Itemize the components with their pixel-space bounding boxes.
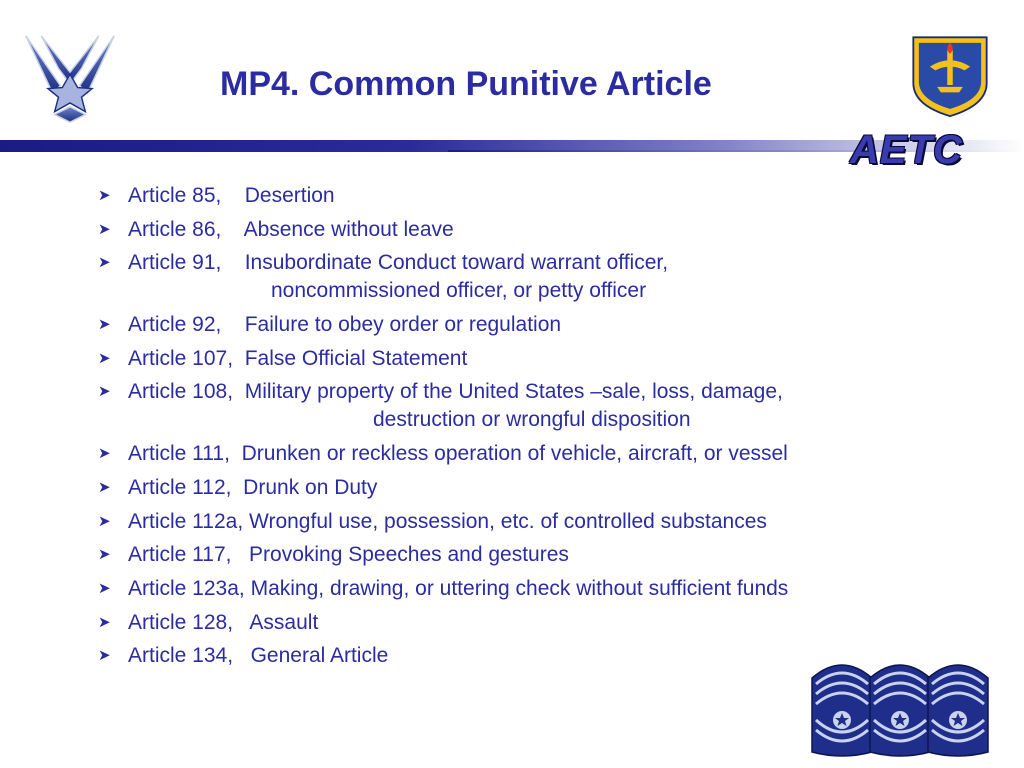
arrow-bullet-icon: ➤ [98, 647, 111, 665]
article-label: Article 112a, [128, 509, 244, 533]
article-description: Failure to obey order or regulation [244, 313, 562, 337]
article-label: Article 108, [128, 380, 234, 404]
article-label: Article 107, [128, 346, 234, 370]
article-description: Wrongful use, possession, etc. of controlled substances [249, 509, 767, 533]
list-item-article-112 [96, 474, 996, 502]
article-list [96, 182, 996, 676]
arrow-bullet-icon: ➤ [98, 445, 111, 463]
article-label: Article 128, [128, 610, 234, 634]
article-description: Assault [249, 610, 319, 634]
article-label: Article 85, [128, 184, 222, 207]
list-item-article-128 [96, 609, 996, 637]
arrow-bullet-icon: ➤ [98, 579, 111, 597]
article-description-continued: noncommissioned officer, or petty officer [271, 279, 647, 303]
arrow-bullet-icon: ➤ [98, 254, 111, 272]
article-description: Military property of the United States –sale, loss, damage, [244, 380, 783, 404]
article-description: Drunk on Duty [243, 475, 378, 499]
air-force-wings-emblem-icon [22, 30, 118, 126]
arrow-bullet-icon: ➤ [98, 383, 111, 401]
list-item-article-111 [96, 440, 996, 468]
list-item-article-85 [96, 182, 996, 210]
aetc-shield-emblem-icon [904, 30, 996, 118]
arrow-bullet-icon: ➤ [98, 316, 111, 334]
article-description: Drunken or reckless operation of vehicle, aircraft, or vessel [241, 442, 788, 466]
list-item-article-117 [96, 541, 996, 569]
article-label: Article 134, [128, 644, 234, 668]
article-description: Provoking Speeches and gestures [249, 543, 569, 567]
article-description: Making, drawing, or uttering check without sufficient funds [250, 576, 789, 600]
article-label: Article 112, [128, 475, 232, 499]
list-item-article-123a [96, 575, 996, 603]
master-sergeant-chevrons-icon [810, 648, 992, 758]
list-item-article-86 [96, 216, 996, 244]
article-label: Article 111, [128, 442, 230, 466]
chevron-insignia-2 [870, 665, 930, 756]
article-description: Absence without leave [243, 217, 454, 241]
article-description: Insubordinate Conduct toward warrant officer, [244, 251, 669, 275]
arrow-bullet-icon: ➤ [98, 187, 111, 204]
article-label: Article 92, [128, 313, 222, 337]
article-label: Article 91, [128, 251, 222, 275]
arrow-bullet-icon: ➤ [98, 613, 111, 631]
arrow-bullet-icon: ➤ [98, 349, 111, 367]
article-label: Article 117, [128, 543, 232, 567]
article-description: Desertion [244, 184, 335, 207]
list-item-article-108 [96, 378, 996, 434]
arrow-bullet-icon: ➤ [98, 478, 111, 496]
arrow-bullet-icon: ➤ [98, 512, 111, 530]
arrow-bullet-icon: ➤ [98, 546, 111, 564]
article-description: False Official Statement [244, 346, 468, 370]
list-item-article-92 [96, 311, 996, 339]
article-description: General Article [250, 644, 389, 668]
list-item-article-107 [96, 345, 996, 373]
page-title: MP4. Common Punitive Article [220, 65, 712, 103]
chevron-insignia-1 [812, 665, 872, 756]
arrow-bullet-icon: ➤ [98, 220, 111, 238]
article-description-continued: destruction or wrongful disposition [373, 408, 691, 432]
chevron-insignia-3 [928, 665, 988, 756]
list-item-article-112a [96, 508, 996, 536]
article-label: Article 86, [128, 217, 222, 241]
list-item-article-91 [96, 249, 996, 305]
article-label: Article 123a, [128, 576, 245, 600]
aetc-wordmark: AETC [850, 128, 963, 172]
